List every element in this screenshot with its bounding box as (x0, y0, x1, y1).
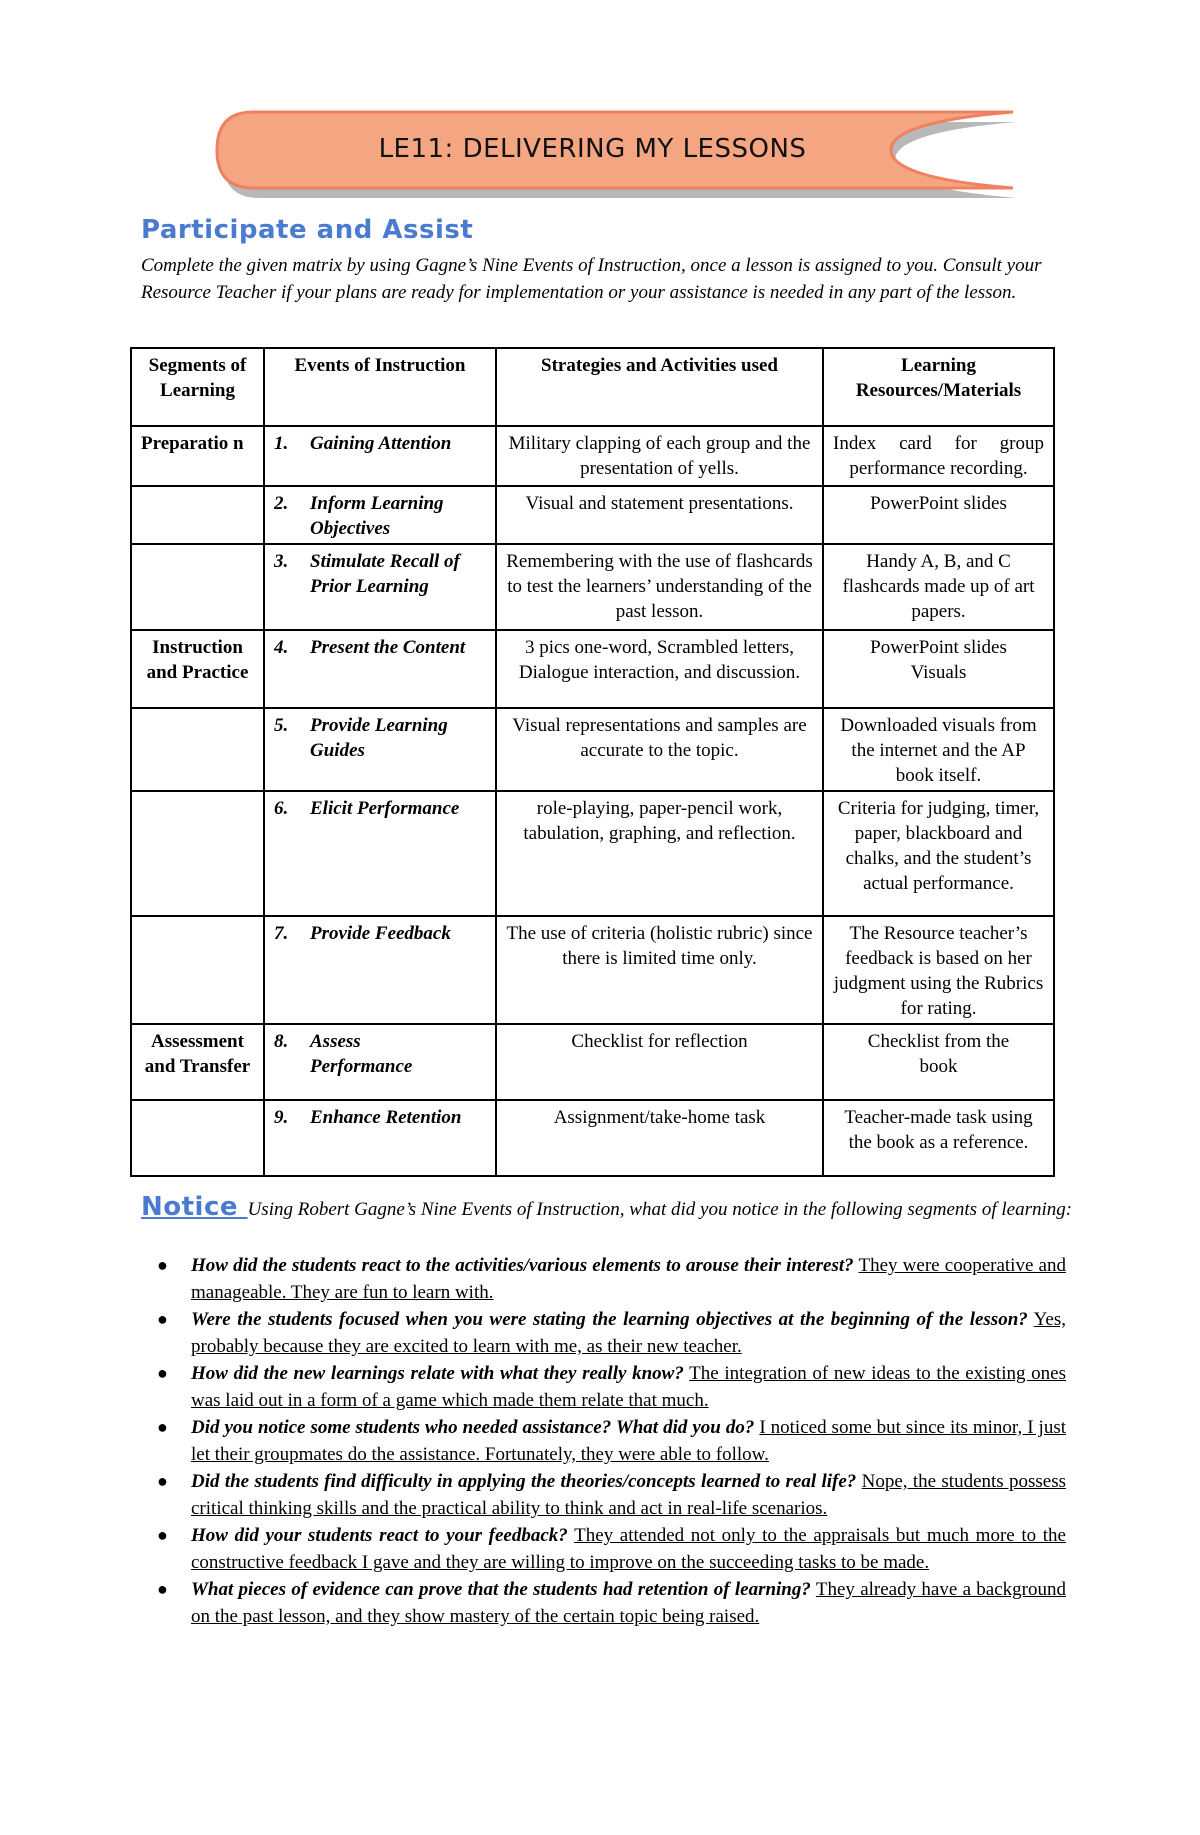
event-cell (264, 1024, 496, 1100)
answer: Yes, probably because they are excited to learn with me, as their new teacher. (191, 1309, 1066, 1357)
resources-cell: Teacher-made task using the book as a reference. (823, 1100, 1054, 1176)
segment-cell: Assessment and Transfer (131, 1024, 264, 1100)
event-name: Gaining Attention (310, 433, 452, 454)
header-strategies: Strategies and Activities used (496, 348, 823, 426)
answer: I noticed some but since its minor, I just let their groupmates do the assistance. Fortunately, they were able to follow. (191, 1417, 1067, 1465)
strategy-cell: Assignment/take-home task (496, 1100, 823, 1176)
bullet: ● (157, 1309, 168, 1329)
participate-intro: Complete the given matrix by using Gagne’s Nine Events of Instruction, once a lesson is assigned to you. Consult your Resource Teacher if your plans are ready for implementation or your assistance is needed in any part of the lesson. (141, 255, 1042, 303)
strategy-cell: role-playing, paper-pencil work, tabulation, graphing, and reflection. (496, 791, 823, 916)
list-item (141, 1522, 1066, 1576)
resources-cell: Index card for group performance recording. (823, 426, 1054, 486)
question: How did the new learnings relate with what they really know? (191, 1363, 684, 1384)
instruction-matrix (130, 347, 1055, 1177)
resources-cell: Checklist from the book (823, 1024, 1054, 1100)
resources-cell: Downloaded visuals from the internet and the AP book itself. (823, 708, 1054, 791)
answer: The integration of new ideas to the existing ones was laid out in a form of a game which made them relate that much. (191, 1363, 1066, 1411)
table-row (131, 486, 1054, 544)
answer: They already have a background on the past lesson, and they show mastery of the certain topic being raised. (191, 1579, 1066, 1627)
bullet: ● (157, 1363, 168, 1383)
table-row (131, 708, 1054, 791)
event-number: 6. (274, 798, 289, 819)
event-number: 9. (274, 1107, 289, 1128)
segment-cell (131, 708, 264, 791)
strategy-cell: Visual representations and samples are accurate to the topic. (496, 708, 823, 791)
resources-cell: The Resource teacher’s feedback is based on her judgment using the Rubrics for rating. (823, 916, 1054, 1024)
list-item (141, 1468, 1066, 1522)
event-number: 4. (274, 637, 289, 658)
resources-cell: Criteria for judging, timer, paper, blackboard and chalks, and the student’s actual performance. (823, 791, 1054, 916)
bullet: ● (157, 1525, 168, 1545)
event-name: Inform Learning Objectives (310, 493, 444, 539)
resources-cell: Handy A, B, and C flashcards made up of art papers. (823, 544, 1054, 630)
notice-heading-gap (238, 1192, 248, 1222)
list-item (141, 1360, 1066, 1414)
event-number: 3. (274, 551, 289, 572)
event-number: 8. (274, 1031, 289, 1052)
event-cell (264, 916, 496, 1024)
question: What pieces of evidence can prove that the students had retention of learning? (191, 1579, 811, 1600)
resources-cell: PowerPoint slides (823, 486, 1054, 544)
notice-heading: Notice (141, 1192, 239, 1222)
bullet: ● (157, 1471, 168, 1491)
header-segments: Segments of Learning (131, 348, 264, 426)
event-name: Present the Content (310, 637, 466, 658)
segment-cell (131, 1100, 264, 1176)
resources-text: PowerPoint slides Visuals (870, 637, 1007, 683)
table-row (131, 630, 1054, 708)
bullet: ● (157, 1255, 168, 1275)
event-cell (264, 486, 496, 544)
notice-questions-list (141, 1252, 1066, 1630)
event-cell (264, 791, 496, 916)
document-title: LE11: DELIVERING MY LESSONS (378, 134, 807, 164)
question: How did the students react to the activities/various elements to arouse their interest? (191, 1255, 854, 1276)
strategy-cell: 3 pics one-word, Scrambled letters, Dialogue interaction, and discussion. (496, 630, 823, 708)
event-cell (264, 544, 496, 630)
list-item (141, 1306, 1066, 1360)
event-name: Provide Learning Guides (310, 715, 448, 761)
event-name: Stimulate Recall of Prior Learning (310, 551, 460, 597)
event-number: 2. (274, 493, 289, 514)
answer: Nope, the students possess critical thinking skills and the practical ability to think and act in real-life scenarios. (191, 1471, 1067, 1519)
table-row (131, 426, 1054, 486)
event-number: 5. (274, 715, 289, 736)
segment-cell (131, 544, 264, 630)
strategy-cell: Remembering with the use of flashcards to test the learners’ understanding of the past lesson. (496, 544, 823, 630)
list-item (141, 1252, 1066, 1306)
event-name: Enhance Retention (310, 1107, 462, 1128)
question: Did you notice some students who needed assistance? What did you do? (191, 1417, 755, 1438)
event-number: 7. (274, 923, 289, 944)
question: Were the students focused when you were stating the learning objectives at the beginning of the lesson? (191, 1309, 1028, 1330)
event-cell (264, 426, 496, 486)
resources-cell (823, 630, 1054, 708)
participate-heading: Participate and Assist (141, 215, 474, 245)
event-number: 1. (274, 433, 289, 454)
list-item (141, 1414, 1066, 1468)
bullet: ● (157, 1417, 168, 1437)
segment-cell (131, 916, 264, 1024)
strategy-cell: Checklist for reflection (496, 1024, 823, 1100)
table-row (131, 916, 1054, 1024)
table-row (131, 544, 1054, 630)
table-header-row (131, 348, 1054, 426)
strategy-cell: Military clapping of each group and the presentation of yells. (496, 426, 823, 486)
list-item (141, 1576, 1066, 1630)
event-name: Elicit Performance (310, 798, 460, 819)
segment-cell (131, 791, 264, 916)
bullet: ● (157, 1579, 168, 1599)
event-cell (264, 630, 496, 708)
segment-cell (131, 486, 264, 544)
segment-cell: Preparatio n (131, 426, 264, 486)
event-cell (264, 708, 496, 791)
title-banner (215, 110, 1020, 200)
question: How did your students react to your feedback? (191, 1525, 568, 1546)
table-row (131, 791, 1054, 916)
notice-intro (141, 1193, 1081, 1224)
answer: They attended not only to the appraisals but much more to the constructive feedback I gave and they are willing to improve on the succeeding tasks to be made. (191, 1525, 1066, 1573)
event-cell (264, 1100, 496, 1176)
table-row (131, 1100, 1054, 1176)
question: Did the students find difficulty in applying the theories/concepts learned to real life? (191, 1471, 857, 1492)
header-resources: Learning Resources/Materials (823, 348, 1054, 426)
event-name: Provide Feedback (310, 923, 451, 944)
segment-cell: Instruction and Practice (131, 630, 264, 708)
answer: They were cooperative and manageable. They are fun to learn with. (191, 1255, 1066, 1303)
strategy-cell: The use of criteria (holistic rubric) since there is limited time only. (496, 916, 823, 1024)
header-events: Events of Instruction (264, 348, 496, 426)
table-row (131, 1024, 1054, 1100)
event-name: Assess Performance (310, 1031, 413, 1077)
notice-intro-text: Using Robert Gagne’s Nine Events of Instruction, what did you notice in the following segments of learning: (247, 1199, 1073, 1220)
strategy-cell: Visual and statement presentations. (496, 486, 823, 544)
